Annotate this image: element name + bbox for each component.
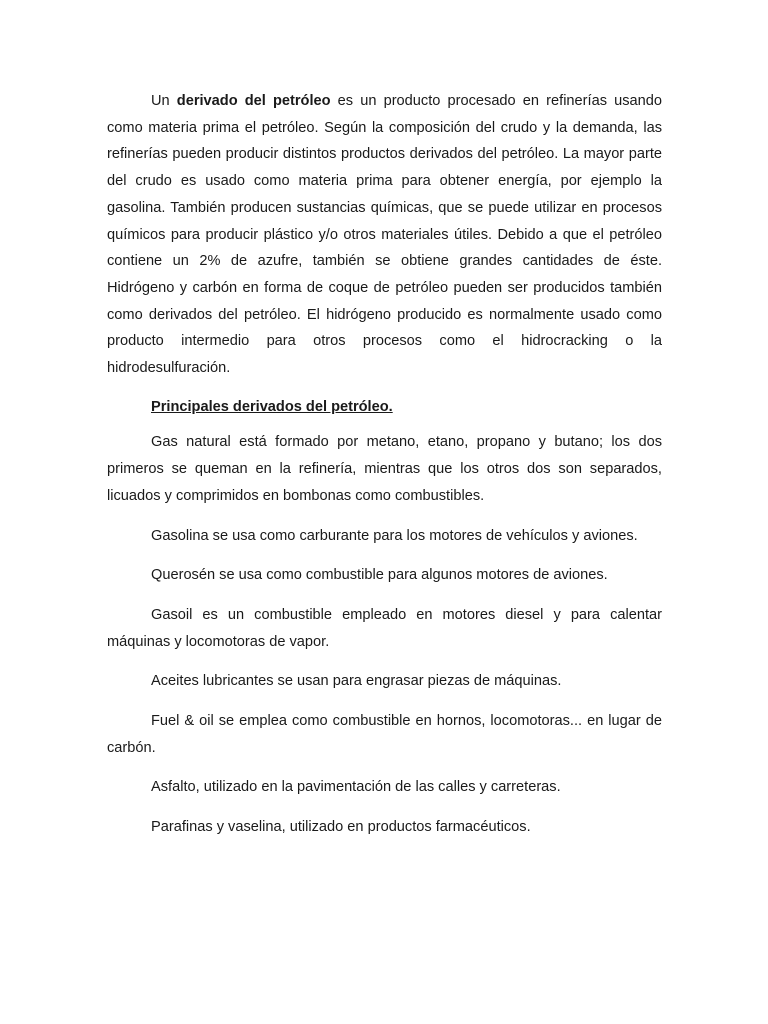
item-gasoil: Gasoil es un combustible empleado en motores diesel y para calentar máquinas y locomotoras de vapor.	[107, 606, 662, 650]
intro-term: derivado del petróleo	[176, 93, 331, 109]
item-gasolina: Gasolina se usa como carburante para los motores de vehículos y aviones.	[151, 527, 638, 544]
intro-lead: Un	[151, 93, 177, 109]
intro-paragraph	[107, 88, 662, 382]
item-asfalto: Asfalto, utilizado en la pavimentación de las calles y carreteras.	[151, 779, 561, 796]
item-aceites-lubricantes: Aceites lubricantes se usan para engrasar piezas de máquinas.	[151, 673, 562, 690]
intro-text: es un producto procesado en refinerías usando como materia prima el petróleo. Según la composición del crudo y la demanda, las refinerías pueden producir distintos productos derivados del petróleo. La mayor parte del crudo es usado como materia prima para obtener energía, por ejemplo la gasolina. También producen sustancias químicas, que se puede utilizar en procesos químicos para producir plástico y/o otros materiales útiles. Debido a que el petróleo contiene un 2% de azufre, también se obtiene grandes cantidades de éste. Hidrógeno y carbón en forma de coque de petróleo pueden ser producidos también como derivados del petróleo. El hidrógeno producido es normalmente usado como producto intermedio para otros procesos como el hidrocracking o la hidrodesulfuración.	[107, 93, 663, 377]
item-parafinas: Parafinas y vaselina, utilizado en productos farmacéuticos.	[151, 819, 531, 836]
item-fuel-oil: Fuel & oil se emplea como combustible en hornos, locomotoras... en lugar de carbón.	[107, 713, 662, 756]
item-queroson: Querosén se usa como combustible para algunos motores de aviones.	[151, 567, 608, 584]
section-heading: Principales derivados del petróleo.	[151, 398, 393, 415]
item-gas-natural: Gas natural está formado por metano, etano, propano y butano; los dos primeros se queman en la refinería, mientras que los otros dos son separados, licuados y comprimidos en bombonas como combustibles.	[107, 434, 662, 504]
